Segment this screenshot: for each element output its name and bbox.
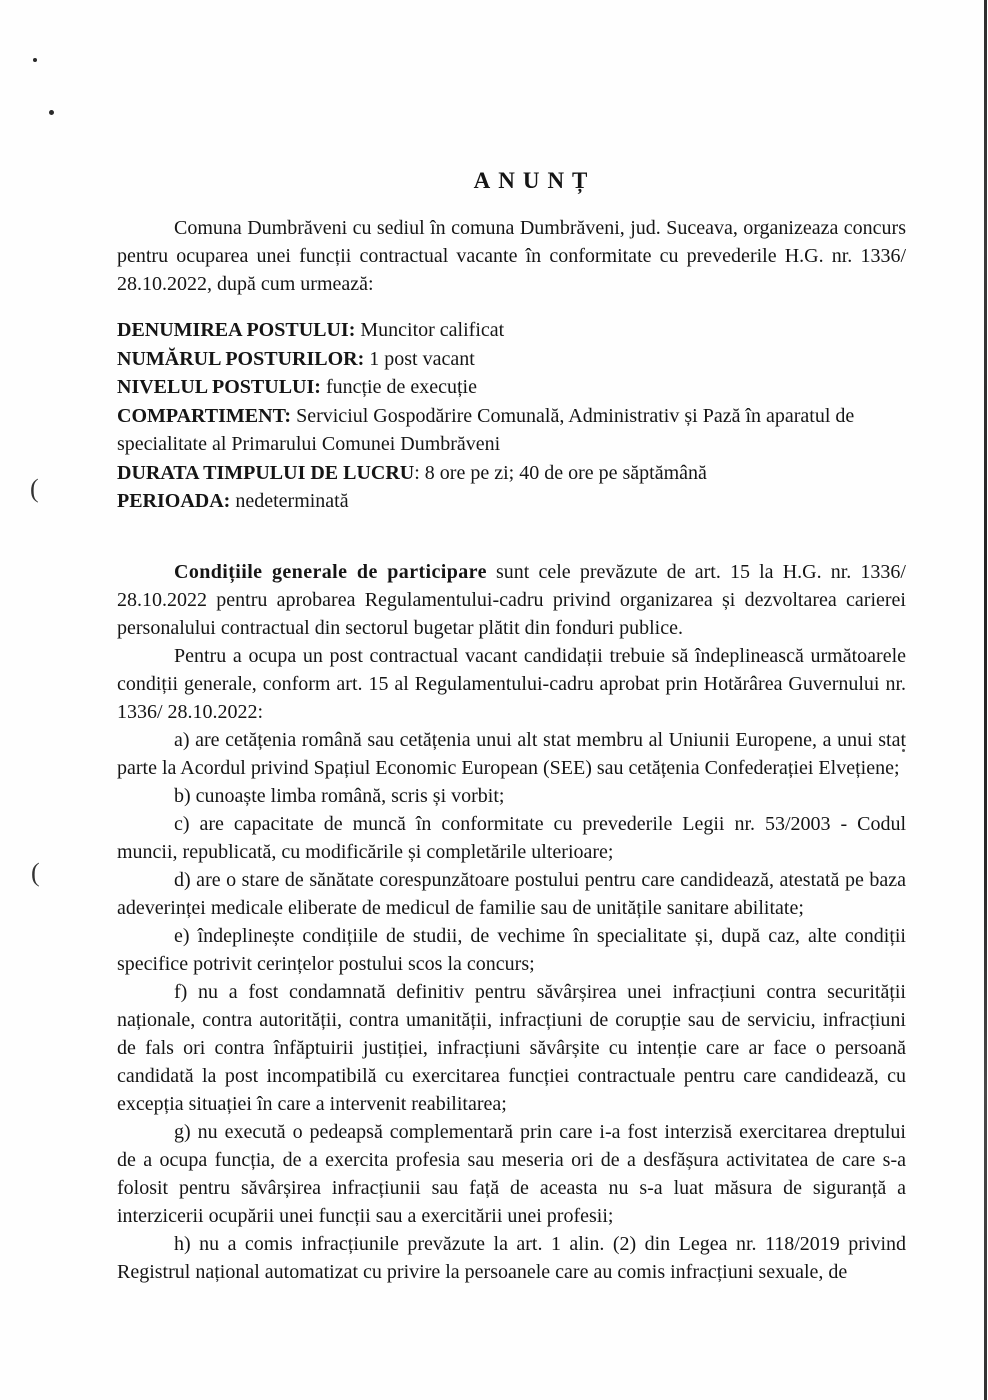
condition-item-h: h) nu a comis infracțiunile prevăzute la art. 1 alin. (2) din Legea nr. 118/2019 privind Registrul național automatizat cu privire la persoanele care au comis infracțiuni sexuale, de: [117, 1232, 906, 1283]
condition-item-c: c) are capacitate de muncă în conformitate cu prevederile Legii nr. 53/2003 - Codul muncii, republicată, cu modificările și completările ulterioare;: [117, 812, 906, 863]
intro-paragraph: Comuna Dumbrăveni cu sediul în comuna Dumbrăveni, jud. Suceava, organizeaza concurs pentru ocuparea unei funcții contractual vacante în conformitate cu prevederile H.G. nr. 1336/ 28.10.2022, după cum urmează:: [117, 217, 906, 295]
condition-item-g: g) nu execută o pedeapsă complementară prin care i-a fost interzisă exercitarea dreptului de a ocupa funcția, de a exercita profesia sau meseria ori de a desfășura activitatea de care s-a folosit pentru săvârșirea infracțiunii sau față de aceasta nu s-a luat măsura de siguranță a interzicerii ocupării unei funcții sau a exercitării unei profesii;: [117, 1120, 906, 1227]
scan-speck: [49, 110, 54, 115]
condition-item-f: f) nu a fost condamnată definitiv pentru săvârșirea unei infracțiuni contra securității naționale, contra autorității, contra umanității, infracțiuni de corupție sau de serviciu, infracțiuni de fals ori contra înfăptuirii justiției, infracțiuni săvârșite cu intenție care ar face o persoană candidată la post incompatibilă cu exercitarea funcției contractuale pentru care candidează, cu excepția situației în care a intervenit reabilitarea;: [117, 980, 906, 1115]
field-value: Serviciul Gospodărire Comunală, Administrativ și Pază în aparatul de specialitate al Primarului Comunei Dumbrăveni: [117, 404, 855, 455]
scan-speck: [33, 58, 37, 62]
document-content: [117, 168, 906, 1286]
scan-edge-line: [984, 0, 987, 1400]
field-label: COMPARTIMENT:: [117, 404, 292, 427]
field-label: NIVELUL POSTULUI:: [117, 376, 321, 398]
condition-item-d: d) are o stare de sănătate corespunzătoare postului pentru care candidează, atestată pe baza adeverinței medicale eliberate de medicul de familie sau de unitățile sanitare abilitate;: [117, 868, 906, 919]
condition-item-a: a) are cetățenia română sau cetățenia unui alt stat membru al Uniunii Europene, a unui stat parte la Acordul privind Spațiul Economic European (SEE) sau cetățenia Confederației Elvețiene;: [117, 728, 906, 779]
condition-item-e: e) îndeplinește condițiile de studii, de vechime în specialitate și, după caz, alte condiții specifice potrivit cerințelor postului scos la concurs;: [117, 924, 906, 975]
field-label: NUMĂRUL POSTURILOR:: [117, 347, 365, 370]
conditions-lead-paragraph: [117, 558, 906, 642]
scan-paren-mark: (: [31, 858, 40, 887]
field-compartiment: [117, 402, 906, 459]
scan-paren-mark: (: [30, 474, 39, 503]
field-label: DURATA TIMPULUI DE LUCRU: [117, 461, 415, 484]
field-value: : 8 ore pe zi; 40 de ore pe săptămână: [414, 461, 707, 484]
field-denumirea-postului: [117, 316, 906, 345]
field-label: PERIOADA:: [117, 490, 231, 512]
field-value: nedeterminată: [230, 490, 349, 512]
field-label: DENUMIREA POSTULUI:: [117, 319, 356, 341]
field-value: funcție de execuție: [320, 376, 477, 398]
field-value: 1 post vacant: [364, 347, 475, 370]
conditions-second-paragraph: Pentru a ocupa un post contractual vacant candidații trebuie să îndeplinească următoarele condiții generale, conform art. 15 al Regulamentului-cadru aprobat prin Hotărârea Guvernului nr. 1336/ 28.10.2022:: [117, 644, 906, 723]
conditions-lead-bold: Condițiile generale de participare: [174, 560, 487, 583]
field-durata-timpului-de-lucru: [117, 459, 906, 488]
field-nivelul-postului: [117, 373, 906, 402]
field-value: Muncitor calificat: [355, 319, 505, 341]
job-fields: [117, 316, 906, 516]
conditions-lead-rest: sunt cele prevăzute de art. 15 la H.G. nr. 1336/ 28.10.2022 pentru aprobarea Regulamentului-cadru privind organizarea și dezvoltarea carierei personalului contractual din sectorul bugetar plătit din fonduri publice.: [117, 560, 906, 639]
field-perioada: [117, 487, 906, 516]
condition-item-b: b) cunoaște limba română, scris și vorbit;: [174, 784, 505, 807]
document-title: ANUNȚ: [473, 168, 596, 193]
general-conditions-section: [117, 558, 906, 1286]
field-numarul-posturilor: [117, 345, 906, 374]
